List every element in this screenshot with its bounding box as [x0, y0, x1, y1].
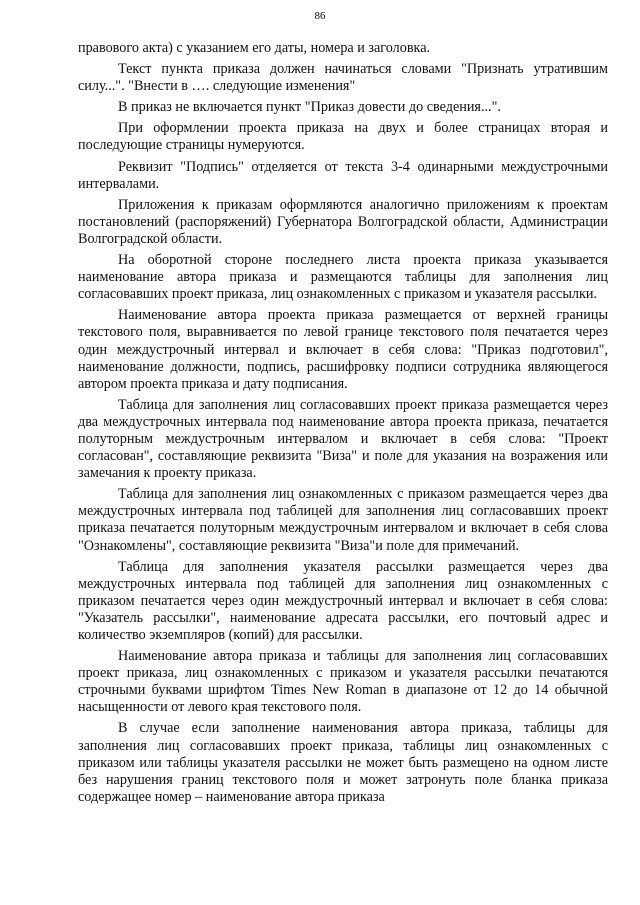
- paragraph: Таблица для заполнения лиц ознакомленных с приказом размещается через два междустрочных интервала под таблицей для заполнения лиц согласовавших проект приказа печатается полуторным междустрочным интервалом и включает в себя слова "Ознакомлены", составляющие реквизита "Виза"и поле для примечаний.: [78, 486, 608, 554]
- paragraph: Приложения к приказам оформляются аналогично приложениям к проектам постановлений (распоряжений) Губернатора Волгоградской области, Администрации Волгоградской области.: [78, 196, 608, 247]
- paragraph: В случае если заполнение наименования автора приказа, таблицы для заполнения лиц согласовавших проект приказа, таблицы лиц ознакомленных с приказом или таблицы указателя рассылки не может быть размещено на одном листе без нарушения границ текстового поля и может затронуть поле бланка приказа содержащее номер – наименование автора приказа: [78, 720, 608, 805]
- body-text: [78, 40, 608, 810]
- paragraph: При оформлении проекта приказа на двух и более страницах вторая и последующие страницы нумеруются.: [78, 120, 608, 154]
- paragraph: На оборотной стороне последнего листа проекта приказа указывается наименование автора приказа и размещаются таблицы для заполнения лиц согласовавших проект приказа, лиц ознакомленных с приказом и указателя рассылки.: [78, 252, 608, 303]
- paragraph: Таблица для заполнения указателя рассылки размещается через два междустрочных интервала под таблицей для заполнения лиц ознакомленных с приказом печатается через один междустрочный интервал и включает в себя слова: "Указатель рассылки", наименование адресата рассылки, его почтовый адрес и количество экземпляров (копий) для рассылки.: [78, 558, 608, 643]
- paragraph: Реквизит "Подпись" отделяется от текста 3-4 одинарными междустрочными интервалами.: [78, 158, 608, 192]
- paragraph: Наименование автора приказа и таблицы для заполнения лиц согласовавших проект приказа, лиц ознакомленных с приказом и указателя рассылки печатаются строчными буквами шрифтом Times New Roman в диапазоне от 12 до 14 обычной насыщенности от левого края текстового поля.: [78, 648, 608, 716]
- paragraph: Таблица для заполнения лиц согласовавших проект приказа размещается через два междустрочных интервала под наименование автора проекта приказа, печатается полуторным междустрочным интервалом и включает в себя слова: "Проект согласован", составляющие реквизита "Виза" и поле для указания на возражения или замечания к проекту приказа.: [78, 396, 608, 482]
- paragraph: Текст пункта приказа должен начинаться словами "Признать утратившим силу...". "Внести в …. следующие изменения": [78, 61, 608, 95]
- page-number: 86: [314, 10, 326, 22]
- paragraph: Наименование автора проекта приказа размещается от верхней границы текстового поля, выравнивается по левой границе текстового поля печатается через один междустрочный интервал и включает в себя слова: "Приказ подготовил", наименование должности, подпись, расшифровку подписи сотрудника являющегося автором проекта приказа и дату подписания.: [78, 307, 608, 392]
- paragraph-continued: правового акта) с указанием его даты, номера и заголовка.: [78, 40, 431, 56]
- paragraph: В приказ не включается пункт "Приказ довести до сведения...".: [118, 99, 501, 116]
